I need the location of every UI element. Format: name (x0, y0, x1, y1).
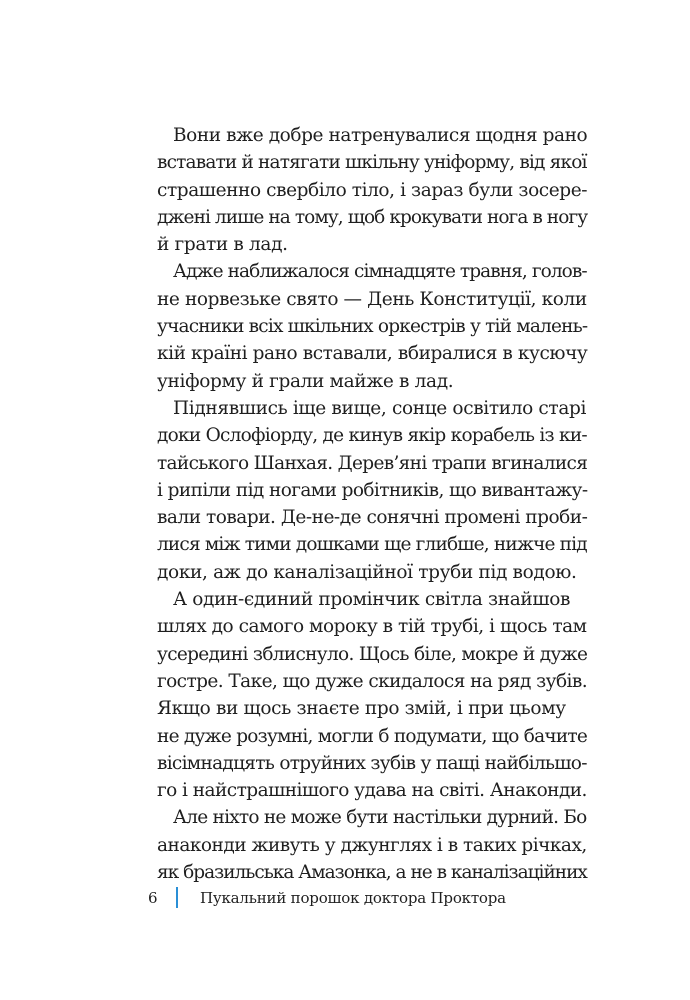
text-line: доки, аж до каналізаційної труби під водою. (157, 561, 577, 583)
text-line: кій країні рано вставали, вбиралися в кусючу (157, 343, 588, 365)
text-line: вставати й натягати шкільну уніформу, від якої (157, 152, 587, 174)
text-line: тайського Шанхая. Дерев’яні трапи вгиналися (157, 452, 588, 474)
text-line: учасники всіх шкільних оркестрів у тій малень- (157, 316, 588, 338)
text-line: гостре. Таке, що дуже скидалося на ряд зубів. (157, 670, 588, 692)
running-title: Пукальний порошок доктора Проктора (200, 889, 506, 907)
text-line: Вони вже добре натренувалися щодня рано (173, 125, 588, 146)
text-line: джені лише на тому, щоб крокувати нога в ногу (157, 206, 588, 228)
text-line: й грати в лад. (157, 234, 288, 256)
text-line: усередині зблиснуло. Щось біле, мокре й дуже (157, 643, 588, 665)
text-line: як бразильська Амазонка, а не в каналізаційних (157, 862, 587, 884)
footer-divider (176, 887, 178, 908)
text-line: го і найстрашнішого удава на світі. Анаконди. (157, 780, 587, 802)
text-line: лися між тими дошками ще глибше, нижче під (157, 534, 587, 556)
text-line: не дуже розумні, могли б подумати, що бачите (157, 725, 588, 747)
page-footer (0, 884, 690, 912)
text-line: Якщо ви щось знаєте про змій, і при цьому (157, 698, 566, 720)
body-text (157, 122, 587, 886)
text-line: анаконди живуть у джунглях і в таких річках, (157, 834, 587, 856)
text-line: і рипіли під ногами робітників, що вивантажу- (157, 479, 588, 501)
text-line: доки Ослофіорду, де кинув якір корабель із ки- (157, 425, 587, 447)
text-line: вали товари. Де-не-де сонячні промені проби- (157, 507, 588, 529)
page-number: 6 (148, 889, 158, 907)
text-line: Але ніхто не може бути настільки дурний. Бо (173, 807, 587, 829)
text-line: А один-єдиний промінчик світла знайшов (173, 589, 571, 611)
text-line: вісімнадцять отруйних зубів у пащі найбільшо- (157, 752, 587, 774)
text-line: Піднявшись іще вище, сонце освітило старі (173, 397, 587, 419)
text-line: шлях до самого мороку в тій трубі, і щось там (157, 616, 587, 638)
text-line: Адже наближалося сімнадцяте травня, голов- (173, 261, 587, 283)
text-line: страшенно свербіло тіло, і зараз були зосере- (157, 179, 588, 201)
text-line: уніформу й грали майже в лад. (157, 370, 454, 392)
text-line: не норвезьке свято — День Конституції, коли (157, 288, 587, 310)
